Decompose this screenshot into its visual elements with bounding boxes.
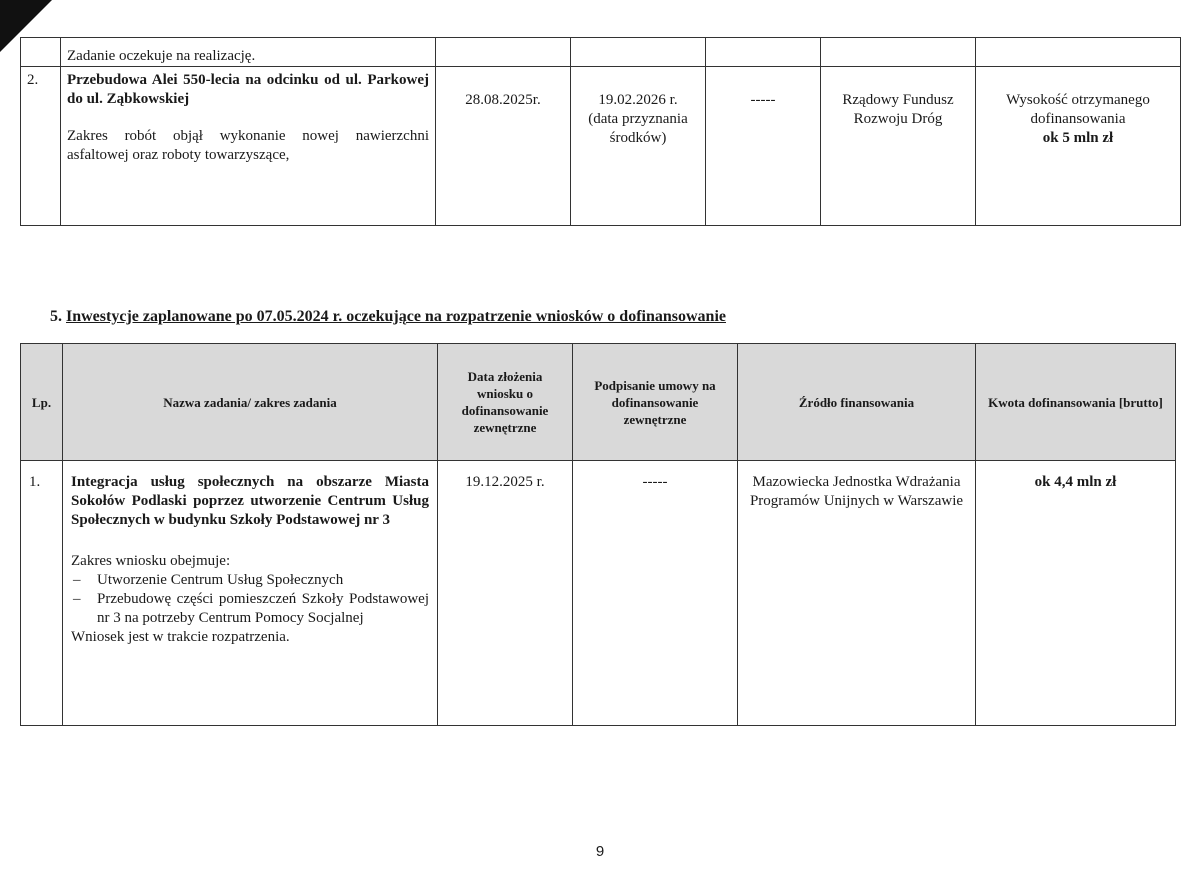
list-item: – Przebudowę części pomieszczeń Szkoły Podstawowej nr 3 na potrzeby Centrum Pomocy Socjalnej (97, 590, 429, 628)
task-cell (63, 461, 438, 726)
date-submitted: 19.12.2025 r. (438, 461, 573, 726)
amount-value: ok 4,4 mln zł (976, 461, 1176, 726)
prev-row-status: Zadanie oczekuje na realizację. (61, 38, 436, 67)
row-lp: 2. (21, 67, 61, 226)
section-title: Inwestycje zaplanowane po 07.05.2024 r. oczekujące na rozpatrzenie wniosków o dofinansowanie (66, 308, 726, 325)
amount-value: ok 5 mln zł (1042, 130, 1114, 146)
table-row (21, 67, 1181, 226)
amount-label: Wysokość otrzymanego dofinansowania (1006, 92, 1150, 127)
task-name: Integracja usług społecznych na obszarze Miasta Sokołów Podlaski poprzez utworzenie Centrum Usług Społecznych w budynku Szkoły Podstawowej nr 3 (71, 474, 429, 528)
table-row (21, 461, 1176, 726)
list-item: – Utworzenie Centrum Usług Społecznych (97, 571, 429, 590)
funding-table-continued (20, 37, 1181, 226)
scope-intro: Zakres wniosku obejmuje: (71, 553, 231, 569)
page-number: 9 (595, 843, 605, 860)
section-heading (50, 308, 726, 326)
date-submitted: 28.08.2025r. (436, 67, 571, 226)
header-source: Źródło finansowania (738, 344, 976, 461)
table-row (21, 38, 1181, 67)
amount-cell (976, 67, 1181, 226)
header-agreement: Podpisanie umowy na dofinansowanie zewnętrzne (573, 344, 738, 461)
empty-dash: ----- (706, 67, 821, 226)
section-number: 5. (50, 308, 62, 325)
header-lp: Lp. (21, 344, 63, 461)
funding-applications-table (20, 343, 1176, 726)
table-header-row (21, 344, 1176, 461)
agreement-status: ----- (573, 461, 738, 726)
scope-list (71, 571, 429, 628)
row-lp: 1. (21, 461, 63, 726)
task-cell (61, 67, 436, 226)
header-date: Data złożenia wniosku o dofinansowanie zewnętrzne (438, 344, 573, 461)
agreement-cell (571, 67, 706, 226)
header-name: Nazwa zadania/ zakres zadania (63, 344, 438, 461)
funding-source: Mazowiecka Jednostka Wdrażania Programów Unijnych w Warszawie (738, 461, 976, 726)
funding-source: Rządowy Fundusz Rozwoju Dróg (821, 67, 976, 226)
task-description: Zakres robót objął wykonanie nowej nawierzchni asfaltowej oraz roboty towarzyszące, (67, 128, 429, 163)
header-amount: Kwota dofinansowania [brutto] (976, 344, 1176, 461)
agreement-date: 19.02.2026 r. (598, 92, 678, 108)
task-name: Przebudowa Alei 550-lecia na odcinku od ul. Parkowej do ul. Ząbkowskiej (67, 72, 429, 107)
application-status: Wniosek jest w trakcie rozpatrzenia. (71, 629, 290, 645)
agreement-note: (data przyznania środków) (588, 111, 688, 146)
